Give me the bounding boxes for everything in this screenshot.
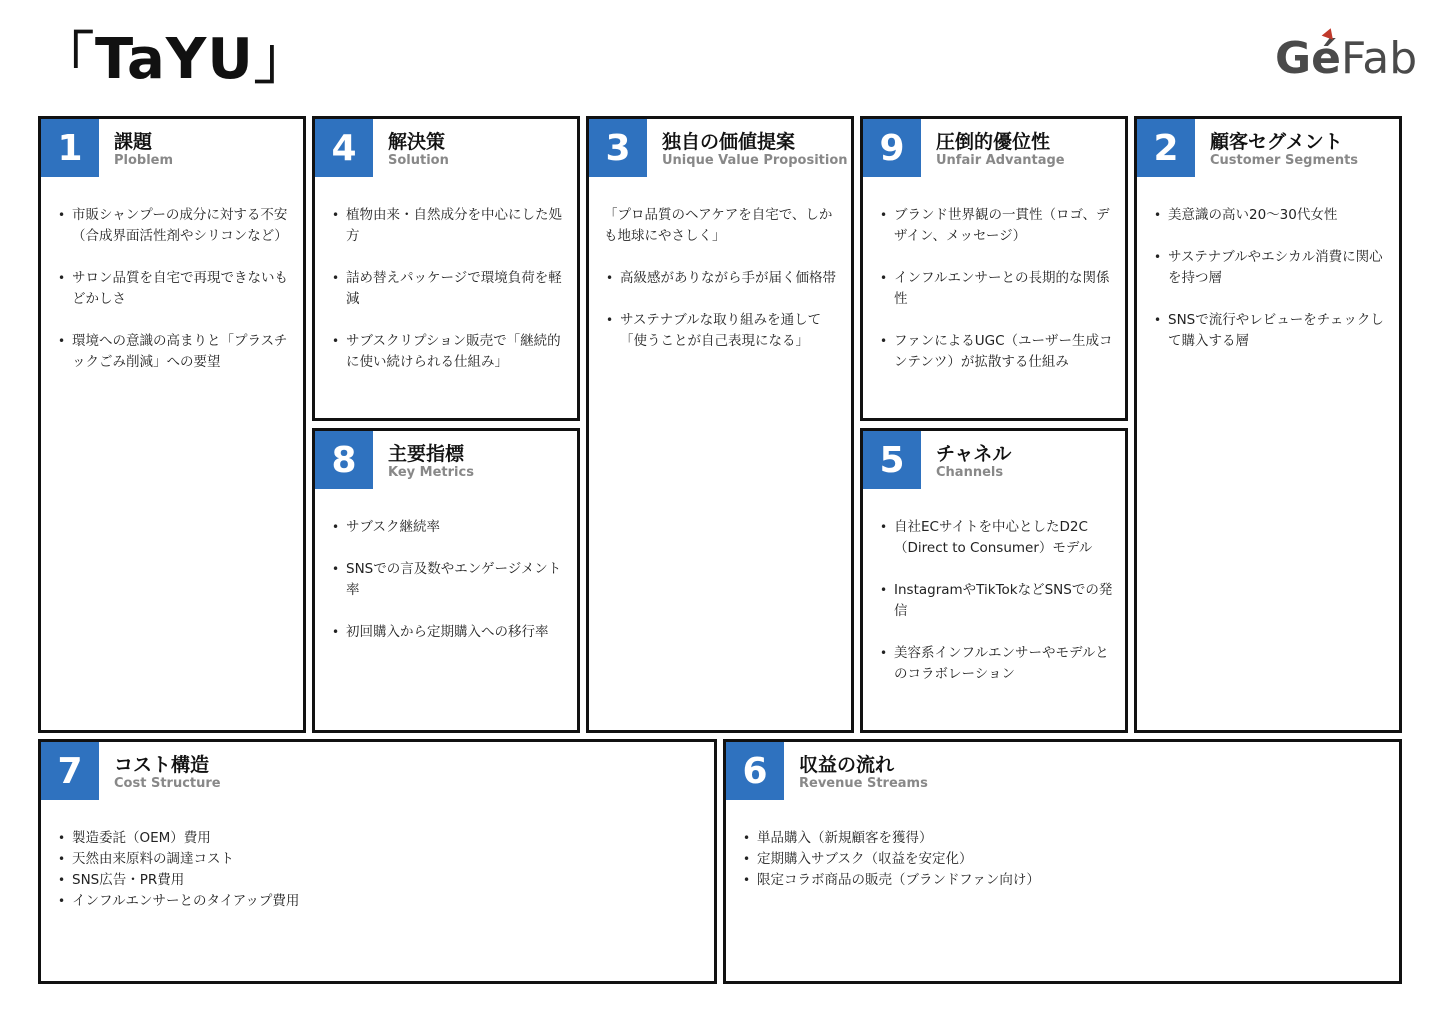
item-list	[878, 517, 1113, 685]
block-title: 収益の流れ	[799, 754, 895, 776]
list-item: • SNSで流行やレビューをチェックして購入する層	[1152, 310, 1387, 352]
block-customer-segments	[1134, 116, 1402, 733]
list-item: • 製造委託（OEM）費用	[56, 828, 702, 849]
block-subtitle: Key Metrics	[388, 465, 474, 480]
block-content	[604, 205, 839, 373]
item-list	[330, 205, 565, 373]
block-subtitle: Unique Value Proposition	[662, 153, 848, 168]
block-content	[56, 205, 291, 394]
block-title: 解決策	[388, 131, 446, 153]
list-item: • サブスク継続率	[330, 517, 565, 538]
list-item: • 市販シャンプーの成分に対する不安（合成界面活性剤やシリコンなど）	[56, 205, 291, 247]
block-unique-value-proposition	[586, 116, 854, 733]
block-title: 圧倒的優位性	[936, 131, 1051, 153]
block-title: 課題	[114, 131, 153, 153]
block-content	[878, 517, 1113, 706]
list-item: • SNSでの言及数やエンゲージメント率	[330, 559, 565, 601]
list-item: • 環境への意識の高まりと「プラスチックごみ削減」への要望	[56, 331, 291, 373]
block-unfair-advantage	[860, 116, 1128, 421]
uvp-statement: 「プロ品質のヘアケアを自宅で、しかも地球にやさしく」	[604, 207, 833, 244]
block-title: 顧客セグメント	[1210, 131, 1343, 153]
block-subtitle: Channels	[936, 465, 1004, 480]
block-header	[315, 431, 577, 489]
block-number: 3	[589, 119, 647, 177]
logo-prefix: Gé	[1275, 33, 1341, 84]
list-item: • インフルエンサーとの長期的な関係性	[878, 268, 1113, 310]
list-item: • サブスクリプション販売で「継続的に使い続けられる仕組み」	[330, 331, 565, 373]
block-number: 6	[726, 742, 784, 800]
block-header	[726, 742, 1399, 800]
block-content	[330, 205, 565, 394]
item-list	[56, 205, 291, 373]
block-content	[1152, 205, 1387, 373]
list-item: • サロン品質を自宅で再現できないもどかしさ	[56, 268, 291, 310]
block-subtitle: Cost Structure	[114, 776, 221, 791]
block-header	[315, 119, 577, 177]
list-item: • 高級感がありながら手が届く価格帯	[604, 268, 839, 289]
block-content	[56, 828, 702, 912]
block-header	[863, 431, 1125, 489]
list-item: • 定期購入サブスク（収益を安定化）	[741, 849, 1387, 870]
block-channels	[860, 428, 1128, 733]
block-subtitle: Unfair Advantage	[936, 153, 1065, 168]
block-subtitle: Revenue Streams	[799, 776, 928, 791]
item-list	[604, 268, 839, 352]
block-header	[1137, 119, 1399, 177]
block-subtitle: Ploblem	[114, 153, 174, 168]
list-item: • 詰め替えパッケージで環境負荷を軽減	[330, 268, 565, 310]
list-item: • 単品購入（新規顧客を獲得）	[741, 828, 1387, 849]
item-list	[330, 517, 565, 643]
block-number: 7	[41, 742, 99, 800]
list-item: • 初回購入から定期購入への移行率	[330, 622, 565, 643]
gefab-logo	[1275, 32, 1417, 86]
block-title: コスト構造	[114, 754, 210, 776]
block-number: 1	[41, 119, 99, 177]
list-item: • サステナブルやエシカル消費に関心を持つ層	[1152, 247, 1387, 289]
block-subtitle: Customer Segments	[1210, 153, 1359, 168]
item-list	[878, 205, 1113, 373]
block-title: 主要指標	[388, 443, 465, 465]
block-number: 8	[315, 431, 373, 489]
list-item: • インフルエンサーとのタイアップ費用	[56, 891, 702, 912]
block-content	[330, 517, 565, 664]
block-problem	[38, 116, 306, 733]
block-title: 独自の価値提案	[662, 131, 796, 153]
block-number: 5	[863, 431, 921, 489]
list-item: • サステナブルな取り組みを通して「使うことが自己表現になる」	[604, 310, 839, 352]
block-content	[878, 205, 1113, 394]
list-item: • 自社ECサイトを中心としたD2C（Direct to Consumer）モデル	[878, 517, 1113, 559]
block-title: チャネル	[936, 443, 1012, 465]
block-solution	[312, 116, 580, 421]
list-item: • InstagramやTikTokなどSNSでの発信	[878, 580, 1113, 622]
list-item: • SNS広告・PR費用	[56, 870, 702, 891]
item-list	[56, 828, 702, 912]
list-item: • ブランド世界観の一貫性（ロゴ、デザイン、メッセージ）	[878, 205, 1113, 247]
block-key-metrics	[312, 428, 580, 733]
list-item: • 植物由来・自然成分を中心にした処方	[330, 205, 565, 247]
block-header	[863, 119, 1125, 177]
block-number: 4	[315, 119, 373, 177]
block-content	[741, 828, 1387, 891]
list-item: • 美容系インフルエンサーやモデルとのコラボレーション	[878, 643, 1113, 685]
list-item: • 美意識の高い20〜30代女性	[1152, 205, 1387, 226]
item-list	[1152, 205, 1387, 352]
block-revenue-streams	[723, 739, 1402, 984]
block-subtitle: Solution	[388, 153, 449, 168]
list-item: • 限定コラボ商品の販売（ブランドファン向け）	[741, 870, 1387, 891]
block-header	[41, 742, 714, 800]
item-list	[741, 828, 1387, 891]
block-cost-structure	[38, 739, 717, 984]
list-item: • 天然由来原料の調達コスト	[56, 849, 702, 870]
logo-suffix: Fab	[1340, 33, 1418, 84]
block-number: 2	[1137, 119, 1195, 177]
block-number: 9	[863, 119, 921, 177]
block-header	[41, 119, 303, 177]
page-title: 「TaYU」	[38, 27, 311, 92]
block-header	[589, 119, 851, 177]
list-item: • ファンによるUGC（ユーザー生成コンテンツ）が拡散する仕組み	[878, 331, 1113, 373]
